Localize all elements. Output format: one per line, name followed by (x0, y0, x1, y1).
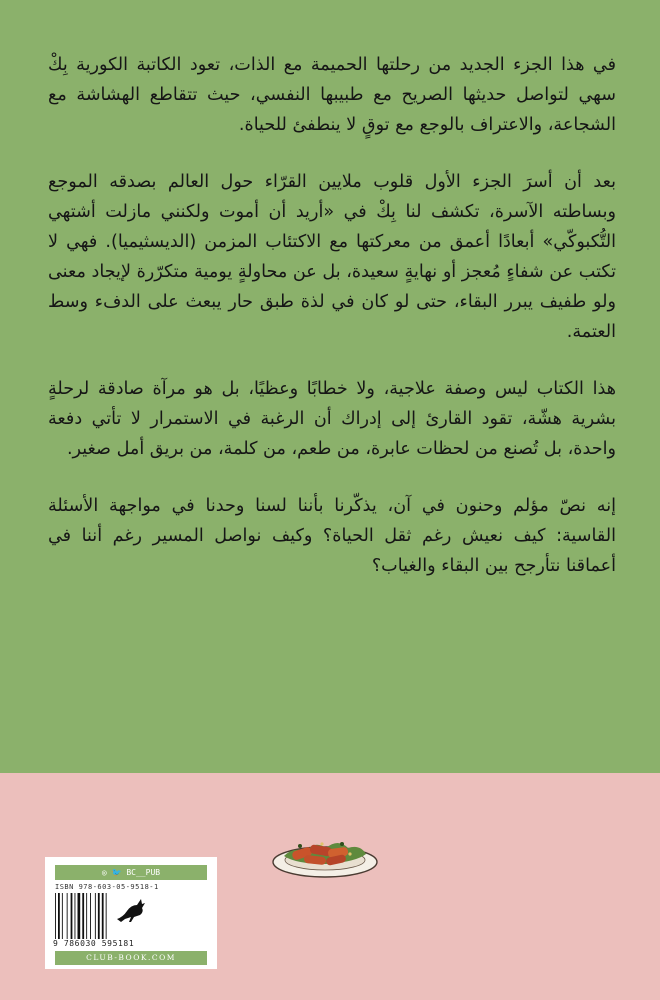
hare-logo-icon (115, 897, 147, 923)
blurb-paragraph: في هذا الجزء الجديد من رحلتها الحميمة مع الذات، تعود الكاتبة الكورية بِكْ سهي لتواصل حديثها الصريح مع طبيبها النفسي، حيث تتقاطع الهشاشة مع الشجاعة، والاعتراف بالوجع مع توقٍ لا ينطفئ للحياة. (48, 55, 616, 135)
blurb-paragraph: بعد أن أسرَ الجزء الأول قلوب ملايين القرّاء حول العالم بصدقه الموجع وبساطته الآسرة، تكشف لنا بِكْ في «أريد أن أموت ولكنني مازلت أشتهي التُّكبوكّي» أبعادًا أعمق من معركتها مع الاكتئاب المزمن (الديسثيميا). فهي لا تكتب عن شفاءٍ مُعجز أو نهايةٍ سعيدة، بل عن محاولةٍ يومية متكرّرة لإيجاد معنى ولو طفيف يبرر البقاء، حتى لو كان في لذة طبق حار يبعث على الدفء وسط العتمة. (48, 172, 616, 342)
twitter-icon: 🐦 (111, 868, 122, 877)
publisher-website: CLUB-BOOK.COM (55, 951, 207, 965)
tteokbokki-dish-illustration (270, 832, 380, 880)
back-cover-blurb (48, 50, 616, 608)
instagram-icon: ◎ (101, 868, 107, 877)
barcode-label (45, 857, 217, 969)
blurb-paragraph: هذا الكتاب ليس وصفة علاجية، ولا خطابًا وعظيًا، بل هو مرآة صادقة لرحلةٍ بشرية هشّة، تقود القارئ إلى إدراك أن الرغبة في الاستمرار لا تأتي دفعة واحدة، بل تُصنع من لحظات عابرة، من طعم، من كلمة، من بريق أمل صغير. (48, 379, 616, 459)
blurb-paragraph: إنه نصّ مؤلم وحنون في آن، يذكّرنا بأننا لسنا وحدنا في مواجهة الأسئلة القاسية: كيف نعيش رغم ثقل الحياة؟ وكيف نواصل المسير رغم أننا في أعماقنا نتأرجح بين البقاء والغياب؟ (48, 496, 616, 576)
isbn-text: ISBN 978-603-05-9518-1 (55, 883, 159, 891)
social-strip (55, 865, 207, 880)
barcode (55, 893, 111, 939)
barcode-digits: 9 786030 595181 (53, 939, 135, 948)
social-handle: BC__PUB (126, 868, 161, 877)
